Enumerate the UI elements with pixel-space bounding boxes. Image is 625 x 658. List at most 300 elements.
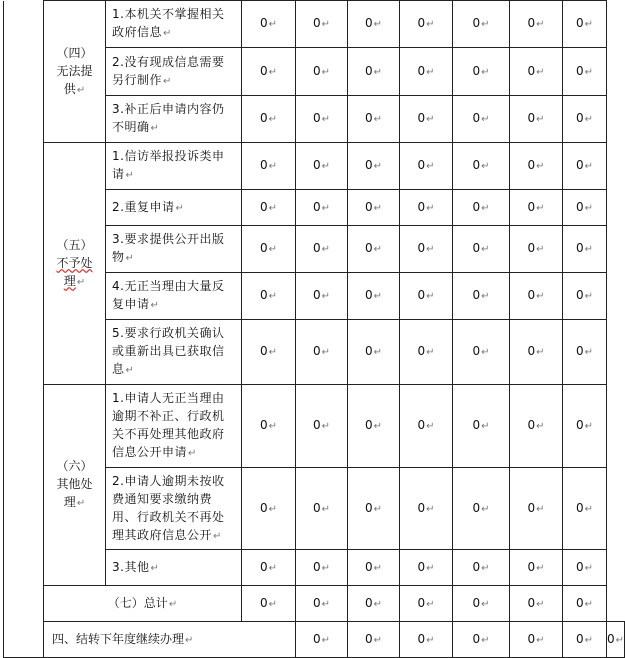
row-label: 2.申请人逾期未按收费通知要求缴纳费用、行政机关不再处理其政府信息公开 <box>112 473 225 542</box>
paragraph-mark: ↵ <box>584 291 594 302</box>
value: 0 <box>364 500 373 515</box>
value-cell <box>510 385 563 468</box>
value-cell <box>400 48 453 96</box>
value-cell <box>453 143 510 190</box>
paragraph-mark: ↵ <box>481 291 490 302</box>
paragraph-mark: ↵ <box>125 365 135 376</box>
value: 0 <box>527 158 536 172</box>
value-cell <box>296 385 348 468</box>
paragraph-mark: ↵ <box>536 503 545 515</box>
value: 0 <box>472 559 481 574</box>
value-cell <box>242 143 296 190</box>
value-cell <box>563 226 607 273</box>
value: 0 <box>417 111 426 125</box>
value-cell <box>510 48 563 96</box>
value: 0 <box>527 16 536 30</box>
value: 0 <box>472 63 481 78</box>
paragraph-mark: ↵ <box>584 347 594 358</box>
value-cell <box>510 226 563 273</box>
value-cell <box>242 385 296 468</box>
paragraph-mark: ↵ <box>321 244 331 255</box>
paragraph-mark: ↵ <box>321 634 331 646</box>
row-label-cell <box>106 143 242 190</box>
total-label: （七）总计 <box>107 595 168 610</box>
paragraph-mark: ↵ <box>321 562 331 574</box>
paragraph-mark: ↵ <box>536 634 545 646</box>
paragraph-mark: ↵ <box>481 634 490 646</box>
value: 0 <box>259 418 268 432</box>
value-cell <box>510 622 563 658</box>
outer-blank-cell <box>4 1 44 658</box>
value: 0 <box>312 111 321 125</box>
value-cell <box>453 468 510 550</box>
value-cell <box>563 320 607 385</box>
value: 0 <box>312 344 321 358</box>
paragraph-mark: ↵ <box>373 347 383 358</box>
value: 0 <box>575 559 584 574</box>
value-cell <box>242 1 296 48</box>
value: 0 <box>417 344 426 358</box>
paragraph-mark: ↵ <box>321 503 331 515</box>
row-label-cell <box>106 468 242 550</box>
value-cell <box>348 385 400 468</box>
value-cell <box>453 1 510 48</box>
row-label: 3.其他 <box>112 559 150 574</box>
paragraph-mark: ↵ <box>584 202 594 214</box>
row-label-cell <box>106 96 242 143</box>
value-cell <box>296 468 348 550</box>
paragraph-mark: ↵ <box>188 448 197 459</box>
value-cell <box>296 48 348 96</box>
paragraph-mark: ↵ <box>321 114 331 125</box>
paragraph-mark: ↵ <box>373 244 383 255</box>
value: 0 <box>259 288 268 302</box>
value: 0 <box>417 559 426 574</box>
value: 0 <box>472 111 481 125</box>
value: 0 <box>527 631 536 646</box>
value-cell <box>296 273 348 320</box>
value: 0 <box>364 158 373 172</box>
value: 0 <box>312 500 321 515</box>
paragraph-mark: ↵ <box>321 598 331 610</box>
row-label-cell <box>106 1 242 48</box>
row-label: 3.要求提供公开出版物 <box>112 232 225 264</box>
value: 0 <box>312 199 321 214</box>
paragraph-mark: ↵ <box>426 66 435 78</box>
value-cell <box>348 190 400 226</box>
value: 0 <box>417 199 426 214</box>
paragraph-mark: ↵ <box>584 244 594 255</box>
value-cell <box>242 273 296 320</box>
value: 0 <box>575 500 584 515</box>
value: 0 <box>527 418 536 432</box>
value-cell <box>510 586 563 622</box>
category-label-line: 不予处 <box>56 255 93 270</box>
value: 0 <box>607 631 615 646</box>
paragraph-mark: ↵ <box>268 347 278 358</box>
paragraph-mark: ↵ <box>185 634 194 646</box>
paragraph-mark: ↵ <box>125 170 135 181</box>
paragraph-mark: ↵ <box>426 244 435 255</box>
row-label-cell <box>106 273 242 320</box>
paragraph-mark: ↵ <box>163 75 172 87</box>
value-cell <box>563 468 607 550</box>
category-cell-group-6 <box>44 385 106 586</box>
table-row-total <box>4 586 625 622</box>
total-label-cell <box>44 586 242 622</box>
value-cell <box>510 190 563 226</box>
value-cell <box>453 586 510 622</box>
paragraph-mark: ↵ <box>536 291 545 302</box>
value-cell <box>242 468 296 550</box>
value-cell <box>400 622 453 658</box>
statistics-table <box>3 0 625 658</box>
paragraph-mark: ↵ <box>321 202 331 214</box>
row-label-cell <box>106 226 242 273</box>
value-cell <box>296 586 348 622</box>
value: 0 <box>364 199 373 214</box>
paragraph-mark: ↵ <box>536 421 545 432</box>
paragraph-mark: ↵ <box>584 66 594 78</box>
paragraph-mark: ↵ <box>76 276 86 288</box>
row-label: 5.要求行政机关确认或重新出具已获取信息 <box>112 326 225 376</box>
category-label-line: （四） <box>56 45 93 60</box>
row-label: 1.本机关不掌握相关政府信息 <box>112 7 225 39</box>
value: 0 <box>472 595 481 610</box>
value: 0 <box>575 16 584 30</box>
paragraph-mark: ↵ <box>426 562 435 574</box>
value-cell <box>296 622 348 658</box>
value: 0 <box>527 559 536 574</box>
paragraph-mark: ↵ <box>268 244 278 255</box>
value: 0 <box>527 344 536 358</box>
paragraph-mark: ↵ <box>615 634 625 646</box>
row-label-cell <box>106 320 242 385</box>
paragraph-mark: ↵ <box>373 562 383 574</box>
paragraph-mark: ↵ <box>76 498 86 509</box>
value-cell <box>348 1 400 48</box>
row-label: 3.补正后申请内容仍不明确 <box>112 102 225 134</box>
value: 0 <box>527 288 536 302</box>
value-cell <box>453 96 510 143</box>
value-cell <box>400 190 453 226</box>
value-cell <box>348 48 400 96</box>
paragraph-mark: ↵ <box>426 291 435 302</box>
value-cell <box>563 143 607 190</box>
value-cell <box>400 586 453 622</box>
paragraph-mark: ↵ <box>536 161 545 172</box>
paragraph-mark: ↵ <box>321 66 331 78</box>
paragraph-mark: ↵ <box>426 114 435 125</box>
paragraph-mark: ↵ <box>321 291 331 302</box>
value-cell <box>348 96 400 143</box>
row-label: 4.无正当理由大量反复申请 <box>112 279 225 311</box>
carryover-label-cell <box>44 622 296 658</box>
value-cell <box>510 273 563 320</box>
value: 0 <box>575 63 584 78</box>
row-label: 2.没有现成信息需要另行制作 <box>112 54 225 87</box>
paragraph-mark: ↵ <box>373 202 383 214</box>
paragraph-mark: ↵ <box>584 503 594 515</box>
value-cell <box>242 226 296 273</box>
paragraph-mark: ↵ <box>373 421 383 432</box>
value: 0 <box>472 241 481 255</box>
value-cell <box>563 622 607 658</box>
value-cell <box>296 96 348 143</box>
value: 0 <box>575 595 584 610</box>
value: 0 <box>259 559 268 574</box>
paragraph-mark: ↵ <box>481 161 490 172</box>
paragraph-mark: ↵ <box>536 66 545 78</box>
value: 0 <box>527 500 536 515</box>
value: 0 <box>312 631 321 646</box>
value: 0 <box>364 595 373 610</box>
value-cell <box>242 586 296 622</box>
paragraph-mark: ↵ <box>481 114 490 125</box>
value: 0 <box>575 288 584 302</box>
value-cell <box>510 143 563 190</box>
value: 0 <box>364 241 373 255</box>
value: 0 <box>259 595 268 610</box>
paragraph-mark: ↵ <box>426 19 435 30</box>
category-label-line: 理 <box>63 273 76 288</box>
value-cell <box>563 48 607 96</box>
paragraph-mark: ↵ <box>426 161 435 172</box>
paragraph-mark: ↵ <box>168 598 178 610</box>
value-cell <box>510 468 563 550</box>
value: 0 <box>417 288 426 302</box>
value: 0 <box>417 63 426 78</box>
value-cell <box>563 96 607 143</box>
paragraph-mark: ↵ <box>163 28 172 39</box>
value: 0 <box>312 158 321 172</box>
value: 0 <box>417 158 426 172</box>
value-cell <box>348 273 400 320</box>
value: 0 <box>364 344 373 358</box>
paragraph-mark: ↵ <box>536 202 545 214</box>
paragraph-mark: ↵ <box>373 634 383 646</box>
paragraph-mark: ↵ <box>268 66 278 78</box>
paragraph-mark: ↵ <box>321 347 331 358</box>
value-cell <box>563 1 607 48</box>
value: 0 <box>259 241 268 255</box>
category-label-line: 供 <box>63 81 76 96</box>
value-cell <box>510 96 563 143</box>
paragraph-mark: ↵ <box>536 598 545 610</box>
category-label-line: （五） <box>56 237 93 252</box>
value: 0 <box>417 241 426 255</box>
value-cell <box>453 385 510 468</box>
paragraph-mark: ↵ <box>321 19 331 30</box>
paragraph-mark: ↵ <box>584 598 594 610</box>
value-cell <box>453 273 510 320</box>
value: 0 <box>575 631 584 646</box>
paragraph-mark: ↵ <box>373 161 383 172</box>
row-label-cell <box>106 48 242 96</box>
carryover-label: 四、结转下年度继续办理 <box>52 631 185 646</box>
value: 0 <box>472 158 481 172</box>
value-cell <box>348 622 400 658</box>
value: 0 <box>417 16 426 30</box>
value-cell <box>348 550 400 586</box>
value: 0 <box>312 241 321 255</box>
value-cell <box>296 320 348 385</box>
value-cell <box>400 96 453 143</box>
paragraph-mark: ↵ <box>426 634 435 646</box>
paragraph-mark: ↵ <box>268 562 278 574</box>
paragraph-mark: ↵ <box>175 202 185 214</box>
paragraph-mark: ↵ <box>268 421 278 432</box>
paragraph-mark: ↵ <box>536 114 545 125</box>
paragraph-mark: ↵ <box>481 503 490 515</box>
paragraph-mark: ↵ <box>150 300 160 311</box>
value: 0 <box>472 418 481 432</box>
value-cell <box>453 48 510 96</box>
value: 0 <box>364 559 373 574</box>
value-cell <box>400 143 453 190</box>
value: 0 <box>472 631 481 646</box>
paragraph-mark: ↵ <box>268 598 278 610</box>
value-cell <box>348 468 400 550</box>
paragraph-mark: ↵ <box>481 66 490 78</box>
paragraph-mark: ↵ <box>536 19 545 30</box>
paragraph-mark: ↵ <box>536 562 545 574</box>
value-cell <box>242 96 296 143</box>
value: 0 <box>417 500 426 515</box>
value: 0 <box>575 111 584 125</box>
paragraph-mark: ↵ <box>268 291 278 302</box>
paragraph-mark: ↵ <box>268 161 278 172</box>
value-cell <box>563 190 607 226</box>
value-cell <box>348 226 400 273</box>
value-cell <box>400 468 453 550</box>
value-cell <box>296 143 348 190</box>
value-cell <box>563 273 607 320</box>
paragraph-mark: ↵ <box>584 421 594 432</box>
paragraph-mark: ↵ <box>584 19 594 30</box>
category-cell-group-5 <box>44 143 106 385</box>
value-cell <box>348 143 400 190</box>
value: 0 <box>417 418 426 432</box>
paragraph-mark: ↵ <box>584 114 594 125</box>
value: 0 <box>575 199 584 214</box>
paragraph-mark: ↵ <box>584 562 594 574</box>
value: 0 <box>259 111 268 125</box>
value: 0 <box>259 500 268 515</box>
paragraph-mark: ↵ <box>426 598 435 610</box>
value-cell <box>242 190 296 226</box>
row-label-cell <box>106 550 242 586</box>
value: 0 <box>472 344 481 358</box>
paragraph-mark: ↵ <box>426 421 435 432</box>
paragraph-mark: ↵ <box>426 202 435 214</box>
paragraph-mark: ↵ <box>426 503 435 515</box>
value: 0 <box>312 595 321 610</box>
paragraph-mark: ↵ <box>76 84 86 96</box>
value-cell <box>242 550 296 586</box>
value-cell <box>510 550 563 586</box>
value-cell <box>348 320 400 385</box>
value: 0 <box>312 16 321 30</box>
table-row <box>4 143 625 190</box>
value: 0 <box>364 63 373 78</box>
value-cell <box>400 385 453 468</box>
table-row <box>4 1 625 48</box>
category-label-line: 其他处 <box>56 477 93 491</box>
value: 0 <box>259 16 268 30</box>
value: 0 <box>575 418 584 432</box>
value-cell <box>296 226 348 273</box>
paragraph-mark: ↵ <box>373 598 383 610</box>
value: 0 <box>364 111 373 125</box>
table-row-carryover <box>4 622 625 658</box>
value: 0 <box>472 199 481 214</box>
value: 0 <box>472 288 481 302</box>
value: 0 <box>527 63 536 78</box>
row-label-cell <box>106 385 242 468</box>
paragraph-mark: ↵ <box>373 503 383 515</box>
paragraph-mark: ↵ <box>481 347 490 358</box>
value-cell <box>607 622 625 658</box>
value-cell <box>400 273 453 320</box>
category-label-line: （六） <box>56 459 93 473</box>
value-cell <box>296 1 348 48</box>
value-cell <box>296 550 348 586</box>
value-cell <box>510 320 563 385</box>
paragraph-mark: ↵ <box>373 114 383 125</box>
value: 0 <box>417 595 426 610</box>
value: 0 <box>527 595 536 610</box>
value: 0 <box>364 631 373 646</box>
paragraph-mark: ↵ <box>536 244 545 255</box>
paragraph-mark: ↵ <box>321 421 331 432</box>
value: 0 <box>417 631 426 646</box>
paragraph-mark: ↵ <box>268 114 278 125</box>
value: 0 <box>259 63 268 78</box>
paragraph-mark: ↵ <box>125 253 135 264</box>
category-cell-group-4 <box>44 1 106 143</box>
paragraph-mark: ↵ <box>481 562 490 574</box>
paragraph-mark: ↵ <box>481 19 490 30</box>
value: 0 <box>527 111 536 125</box>
value-cell <box>563 586 607 622</box>
value: 0 <box>312 418 321 432</box>
value-cell <box>453 550 510 586</box>
paragraph-mark: ↵ <box>426 347 435 358</box>
row-label-cell <box>106 190 242 226</box>
category-label-line: 理 <box>63 495 76 509</box>
value-cell <box>348 586 400 622</box>
value: 0 <box>527 199 536 214</box>
row-label: 2.重复申请 <box>112 199 175 214</box>
value-cell <box>510 1 563 48</box>
value-cell <box>400 320 453 385</box>
value: 0 <box>472 16 481 30</box>
value: 0 <box>312 288 321 302</box>
value-cell <box>400 550 453 586</box>
paragraph-mark: ↵ <box>584 161 594 172</box>
paragraph-mark: ↵ <box>321 161 331 172</box>
value: 0 <box>364 16 373 30</box>
value-cell <box>563 550 607 586</box>
paragraph-mark: ↵ <box>268 19 278 30</box>
value: 0 <box>312 559 321 574</box>
value: 0 <box>259 344 268 358</box>
value-cell <box>453 622 510 658</box>
value: 0 <box>364 418 373 432</box>
value: 0 <box>575 158 584 172</box>
category-label-line: 无法提 <box>56 63 93 78</box>
